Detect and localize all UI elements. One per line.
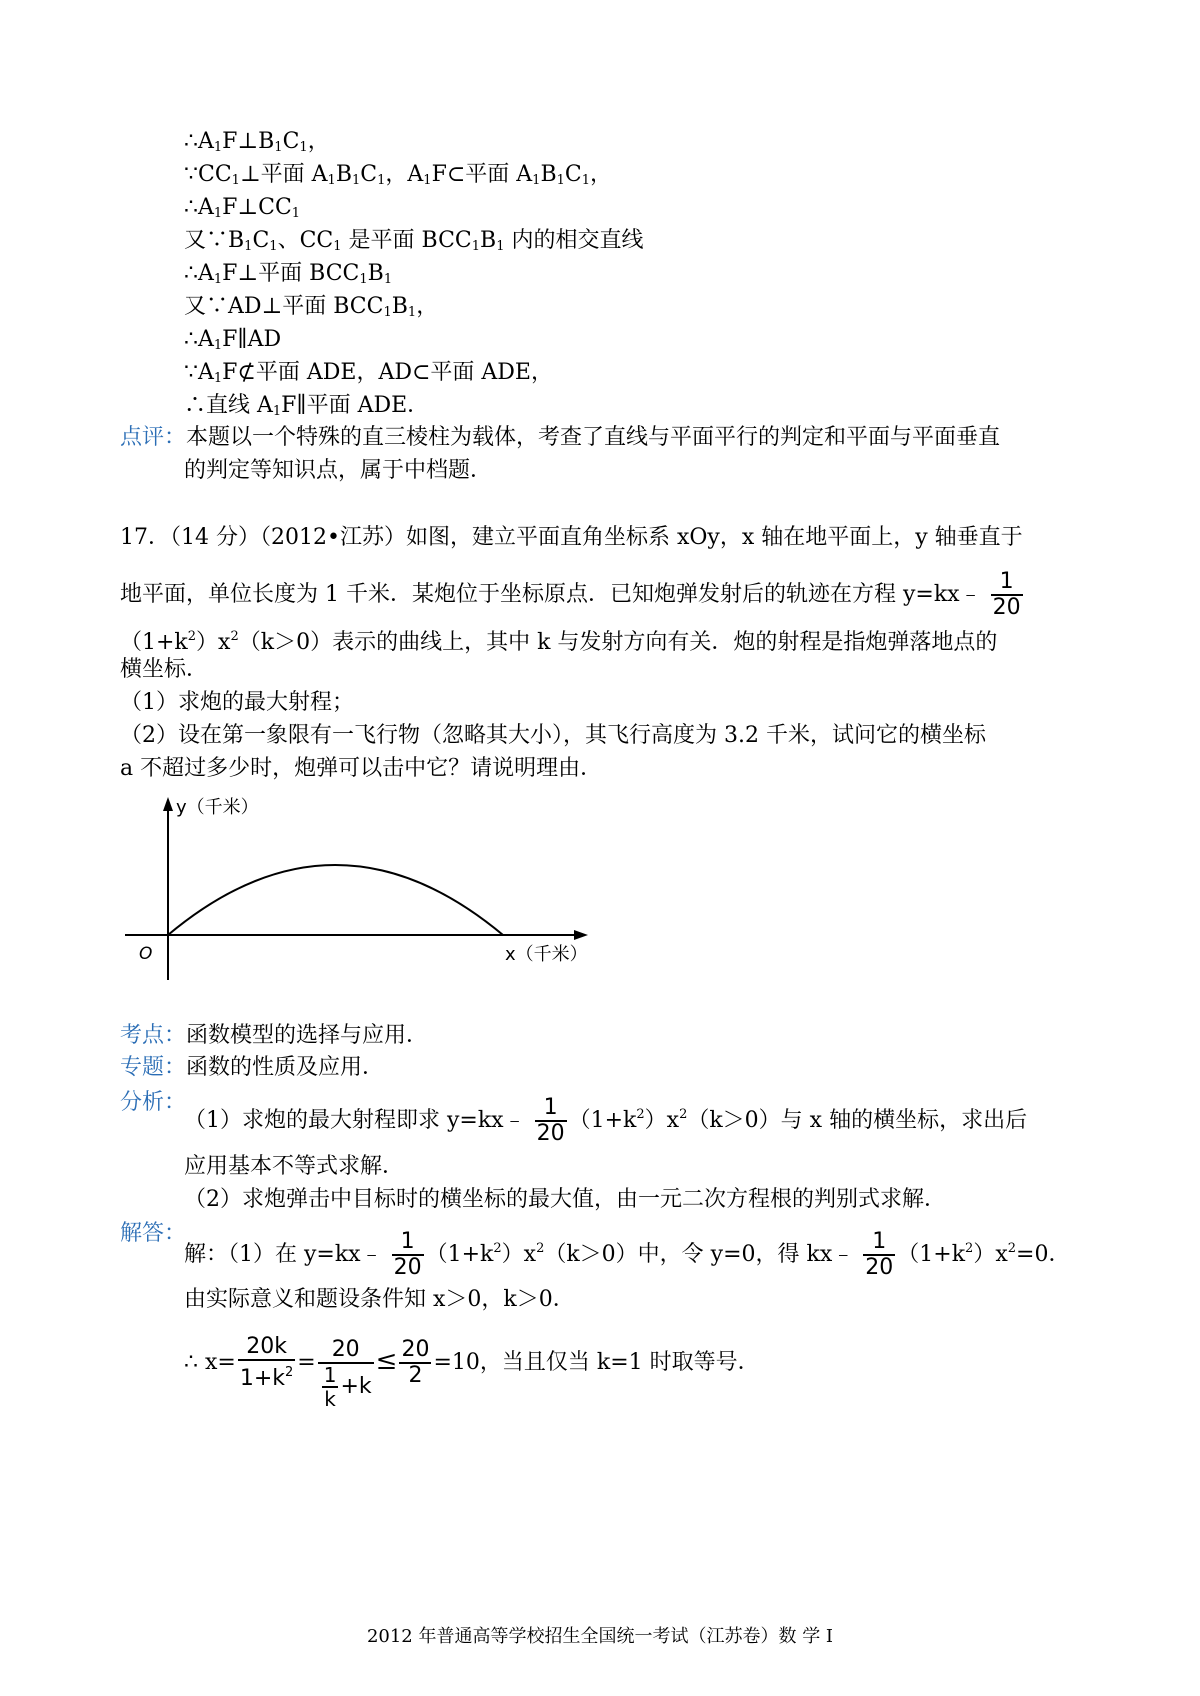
subscript: 1 bbox=[359, 272, 368, 287]
subscript: 1 bbox=[269, 239, 278, 254]
proof-line bbox=[184, 358, 553, 394]
subscript: 1 bbox=[383, 272, 393, 287]
zhuanti-text: 函数的性质及应用． bbox=[186, 1055, 385, 1080]
subscript: 1 bbox=[423, 173, 432, 188]
proof-text: ∴A bbox=[184, 261, 214, 286]
proof-line bbox=[184, 127, 330, 163]
fenxi-label-line bbox=[120, 1088, 186, 1118]
fraction-20-over: 20 $\frac{1}{k}$ +k bbox=[318, 1338, 374, 1410]
x-axis-label: x（千米） bbox=[505, 944, 588, 965]
fraction-1-20: $\frac{1}{20}$ bbox=[992, 569, 1021, 620]
proof-text: 内的相交直线 bbox=[504, 228, 644, 253]
subscript: 1 bbox=[213, 206, 223, 221]
page-footer: 2012 年普通高等学校招生全国统一考试（江苏卷）数 学 I bbox=[366, 1626, 834, 1647]
x-axis-arrow bbox=[574, 930, 588, 940]
jieda-label: 解答： bbox=[120, 1221, 187, 1246]
proof-text: B bbox=[367, 261, 384, 286]
proof-text: ⊥平面 A bbox=[239, 162, 328, 187]
proof-text: ，A bbox=[385, 162, 424, 187]
proof-text: ∴A bbox=[184, 195, 214, 220]
question-2-line-1: （2）设在第一象限有一飞行物（忽略其大小），其飞行高度为 3.2 千米，试问它的横坐标 bbox=[120, 723, 986, 748]
kaodian-label: 考点： bbox=[120, 1023, 187, 1048]
problem-line-1 bbox=[120, 523, 1023, 553]
subscript: 1 bbox=[581, 173, 591, 188]
proof-line bbox=[184, 325, 281, 361]
comment-line-2 bbox=[184, 456, 492, 486]
proof-text: B bbox=[540, 162, 557, 187]
jieda-line-3: ∴ x= $\frac{20k}{1+k^2}$ = 20 $\frac{1}{k}$ +k ≤ $\frac{20}{2}$ =10，当且仅当 k=1 时取等号． bbox=[184, 1334, 760, 1411]
comment-text-2: 的判定等知识点，属于中档题． bbox=[184, 458, 493, 483]
problem-line-3: $(1+k^2)x^2(k>0)$表示的曲线上，其中 k 与发射方向有关．炮的射程是指炮弹落地点的 bbox=[120, 629, 998, 655]
proof-text: C bbox=[282, 129, 300, 154]
proof-text: B bbox=[391, 294, 408, 319]
y-axis-arrow bbox=[163, 797, 173, 811]
proof-text: 是平面 BCC bbox=[341, 228, 472, 253]
proof-line bbox=[184, 259, 392, 295]
proof-text: F⊄平面 ADE，AD⊂平面 ADE， bbox=[222, 360, 553, 385]
question-1: （1）求炮的最大射程； bbox=[120, 690, 354, 715]
proof-line bbox=[184, 160, 612, 196]
proof-text: B bbox=[480, 228, 497, 253]
subscript: 1 bbox=[351, 173, 361, 188]
fraction-20-2: $\frac{20}{2}$ bbox=[401, 1337, 430, 1388]
proof-text: F⊂平面 A bbox=[431, 162, 533, 187]
proof-line bbox=[184, 193, 300, 229]
fenxi-line-2: 应用基本不等式求解． bbox=[184, 1154, 405, 1179]
zhuanti-label: 专题： bbox=[120, 1055, 187, 1080]
proof-text: 又∵B bbox=[184, 228, 245, 253]
problem-text-2: 地平面，单位长度为 1 千米．某炮位于坐标原点．已知炮弹发射后的轨迹在方程 y=kx﹣ bbox=[120, 582, 982, 607]
comment-label: 点评： bbox=[120, 425, 187, 450]
proof-text: ， bbox=[416, 294, 439, 319]
proof-text: ， bbox=[590, 162, 613, 187]
subscript: 1 bbox=[532, 173, 541, 188]
subscript: 1 bbox=[213, 371, 223, 386]
proof-text: C bbox=[564, 162, 582, 187]
subscript: 1 bbox=[383, 305, 392, 320]
fenxi-line-3: （2）求炮弹击中目标时的横坐标的最大值，由一元二次方程根的判别式求解． bbox=[184, 1187, 946, 1212]
subscript: 1 bbox=[272, 404, 282, 419]
subscript: 1 bbox=[213, 140, 223, 155]
kaodian bbox=[120, 1021, 428, 1051]
comment-text-1: 本题以一个特殊的直三棱柱为载体，考查了直线与平面平行的判定和平面与平面垂直 bbox=[186, 425, 1001, 450]
kaodian-text: 函数模型的选择与应用． bbox=[186, 1023, 429, 1048]
y-axis-top bbox=[150, 795, 300, 860]
proof-text: 又∵AD⊥平面 BCC bbox=[184, 294, 384, 319]
subscript: 1 bbox=[274, 140, 283, 155]
proof-text: F∥AD bbox=[222, 327, 282, 352]
subscript: 1 bbox=[299, 140, 308, 155]
proof-text: C bbox=[360, 162, 378, 187]
proof-text: ∴直线 A bbox=[184, 393, 273, 418]
proof-text: ∴A bbox=[184, 129, 214, 154]
jieda-line-2: 由实际意义和题设条件知 x＞0，k＞0． bbox=[184, 1287, 575, 1312]
subscript: 1 bbox=[213, 338, 223, 353]
proof-text: C bbox=[252, 228, 270, 253]
fraction-1-20: $\frac{1}{20}$ bbox=[865, 1229, 894, 1280]
problem-text-1: 17．（14 分）（2012•江苏）如图，建立平面直角坐标系 xOy，x 轴在地平面上，y 轴垂直于 bbox=[120, 525, 1023, 550]
fraction-1-20: $\frac{1}{20}$ bbox=[393, 1229, 422, 1280]
fenxi-label: 分析： bbox=[120, 1090, 187, 1115]
trajectory-graph bbox=[125, 855, 605, 985]
subscript: 1 bbox=[291, 206, 301, 221]
fraction-1-20: $\frac{1}{20}$ bbox=[536, 1095, 565, 1146]
jieda-line-1: 解：（1）在 y=kx﹣ $\frac{1}{20}$ $(1+k^2)x^2(k>0)$中，令 y=0，得 kx﹣ $\frac{1}{20}$ $(1+k^2)x^2=0$． bbox=[184, 1229, 1071, 1280]
proof-text: F⊥CC bbox=[222, 195, 292, 220]
question-2-line-2: a 不超过多少时，炮弹可以击中它？请说明理由． bbox=[120, 756, 603, 781]
origin-label: O bbox=[139, 944, 153, 964]
subscript: 1 bbox=[471, 239, 481, 254]
proof-line bbox=[184, 226, 644, 262]
proof-text: ∵CC bbox=[184, 162, 232, 187]
proof-text: F⊥B bbox=[222, 129, 275, 154]
subscript: 1 bbox=[333, 239, 342, 254]
proof-line bbox=[184, 391, 429, 427]
trajectory-curve bbox=[168, 865, 503, 935]
fraction-20k: $\frac{20k}{1+k^2}$ bbox=[239, 1334, 294, 1391]
proof-text: F∥平面 ADE． bbox=[281, 393, 430, 418]
subscript: 1 bbox=[231, 173, 240, 188]
fenxi-line-1: （1）求炮的最大射程即求 y=kx﹣ $\frac{1}{20}$ $(1+k^2)x^2(k>0)$与 x 轴的横坐标，求出后 bbox=[184, 1095, 1028, 1146]
problem-line-4: 横坐标． bbox=[120, 657, 209, 682]
proof-text: ∴A bbox=[184, 327, 214, 352]
comment-line-1 bbox=[120, 423, 1000, 453]
subscript: 1 bbox=[244, 239, 253, 254]
subscript: 1 bbox=[377, 173, 386, 188]
y-axis-label: y（千米） bbox=[176, 797, 259, 818]
proof-text: ∵A bbox=[184, 360, 214, 385]
proof-text: B bbox=[335, 162, 352, 187]
subscript: 1 bbox=[496, 239, 505, 254]
jieda-label-line bbox=[120, 1219, 186, 1249]
proof-line bbox=[184, 292, 438, 328]
zhuanti bbox=[120, 1053, 384, 1083]
proof-text: 、CC bbox=[277, 228, 334, 253]
proof-text: ， bbox=[307, 129, 330, 154]
subscript: 1 bbox=[327, 173, 336, 188]
problem-line-2 bbox=[120, 570, 1025, 620]
proof-text: F⊥平面 BCC bbox=[222, 261, 360, 286]
subscript: 1 bbox=[407, 305, 417, 320]
subscript: 1 bbox=[556, 173, 565, 188]
subscript: 1 bbox=[213, 272, 223, 287]
